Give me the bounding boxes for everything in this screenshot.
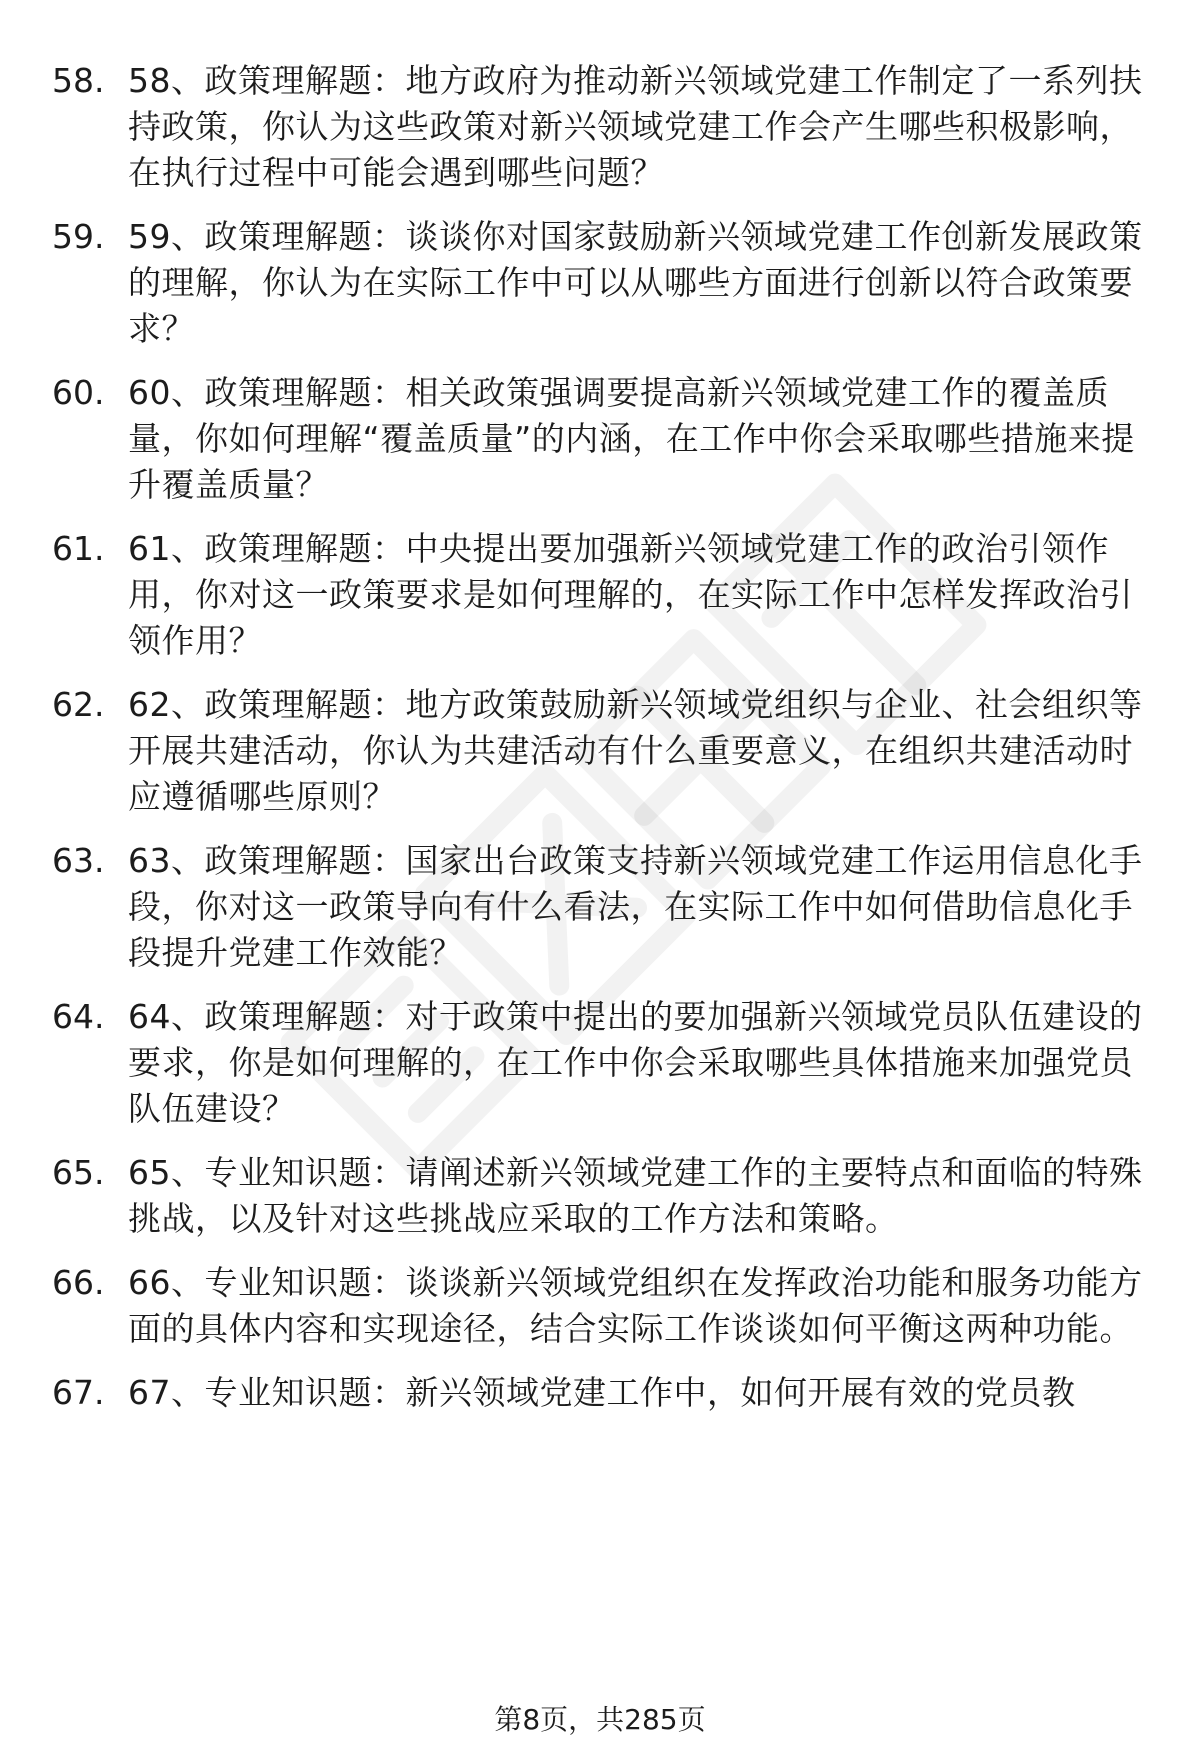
question-text: 58、政策理解题：地方政府为推动新兴领域党建工作制定了一系列扶持政策，你认为这些政策对新兴领域党建工作会产生哪些积极影响，在执行过程中可能会遇到哪些问题？ [128,61,1143,192]
question-item-64 [0,994,1200,1132]
question-item-59 [0,214,1200,352]
question-text: 61、政策理解题：中央提出要加强新兴领域党建工作的政治引领作用，你对这一政策要求是如何理解的，在实际工作中怎样发挥政治引领作用？ [128,529,1133,660]
question-number: 64. [52,997,105,1036]
question-item-67 [0,1370,1200,1416]
question-number: 58. [52,61,105,100]
page-footer [0,1700,1200,1740]
question-text: 64、政策理解题：对于政策中提出的要加强新兴领域党员队伍建设的要求，你是如何理解的，在工作中你会采取哪些具体措施来加强党员队伍建设？ [128,997,1143,1128]
question-list [0,58,1200,1434]
question-text: 65、专业知识题：请阐述新兴领域党建工作的主要特点和面临的特殊挑战，以及针对这些挑战应采取的工作方法和策略。 [128,1153,1143,1238]
question-text: 60、政策理解题：相关政策强调要提高新兴领域党建工作的覆盖质量，你如何理解“覆盖质量”的内涵，在工作中你会采取哪些措施来提升覆盖质量？ [128,373,1135,504]
question-item-62 [0,682,1200,820]
question-item-60 [0,370,1200,508]
question-item-63 [0,838,1200,976]
page-number-label: 第8页，共285页 [494,1703,706,1736]
question-number: 66. [52,1263,105,1302]
question-number: 63. [52,841,105,880]
question-item-65 [0,1150,1200,1242]
question-text: 63、政策理解题：国家出台政策支持新兴领域党建工作运用信息化手段，你对这一政策导向有什么看法，在实际工作中如何借助信息化手段提升党建工作效能？ [128,841,1143,972]
question-number: 62. [52,685,105,724]
question-item-58 [0,58,1200,196]
question-number: 59. [52,217,105,256]
question-item-61 [0,526,1200,664]
question-text: 62、政策理解题：地方政策鼓励新兴领域党组织与企业、社会组织等开展共建活动，你认为共建活动有什么重要意义，在组织共建活动时应遵循哪些原则？ [128,685,1143,816]
question-number: 60. [52,373,105,412]
question-text: 59、政策理解题：谈谈你对国家鼓励新兴领域党建工作创新发展政策的理解，你认为在实际工作中可以从哪些方面进行创新以符合政策要求？ [128,217,1143,348]
question-text: 66、专业知识题：谈谈新兴领域党组织在发挥政治功能和服务功能方面的具体内容和实现途径，结合实际工作谈谈如何平衡这两种功能。 [128,1263,1143,1348]
question-item-66 [0,1260,1200,1352]
question-text: 67、专业知识题：新兴领域党建工作中，如何开展有效的党员教 [128,1373,1076,1412]
question-number: 67. [52,1373,105,1412]
question-number: 61. [52,529,105,568]
question-number: 65. [52,1153,105,1192]
